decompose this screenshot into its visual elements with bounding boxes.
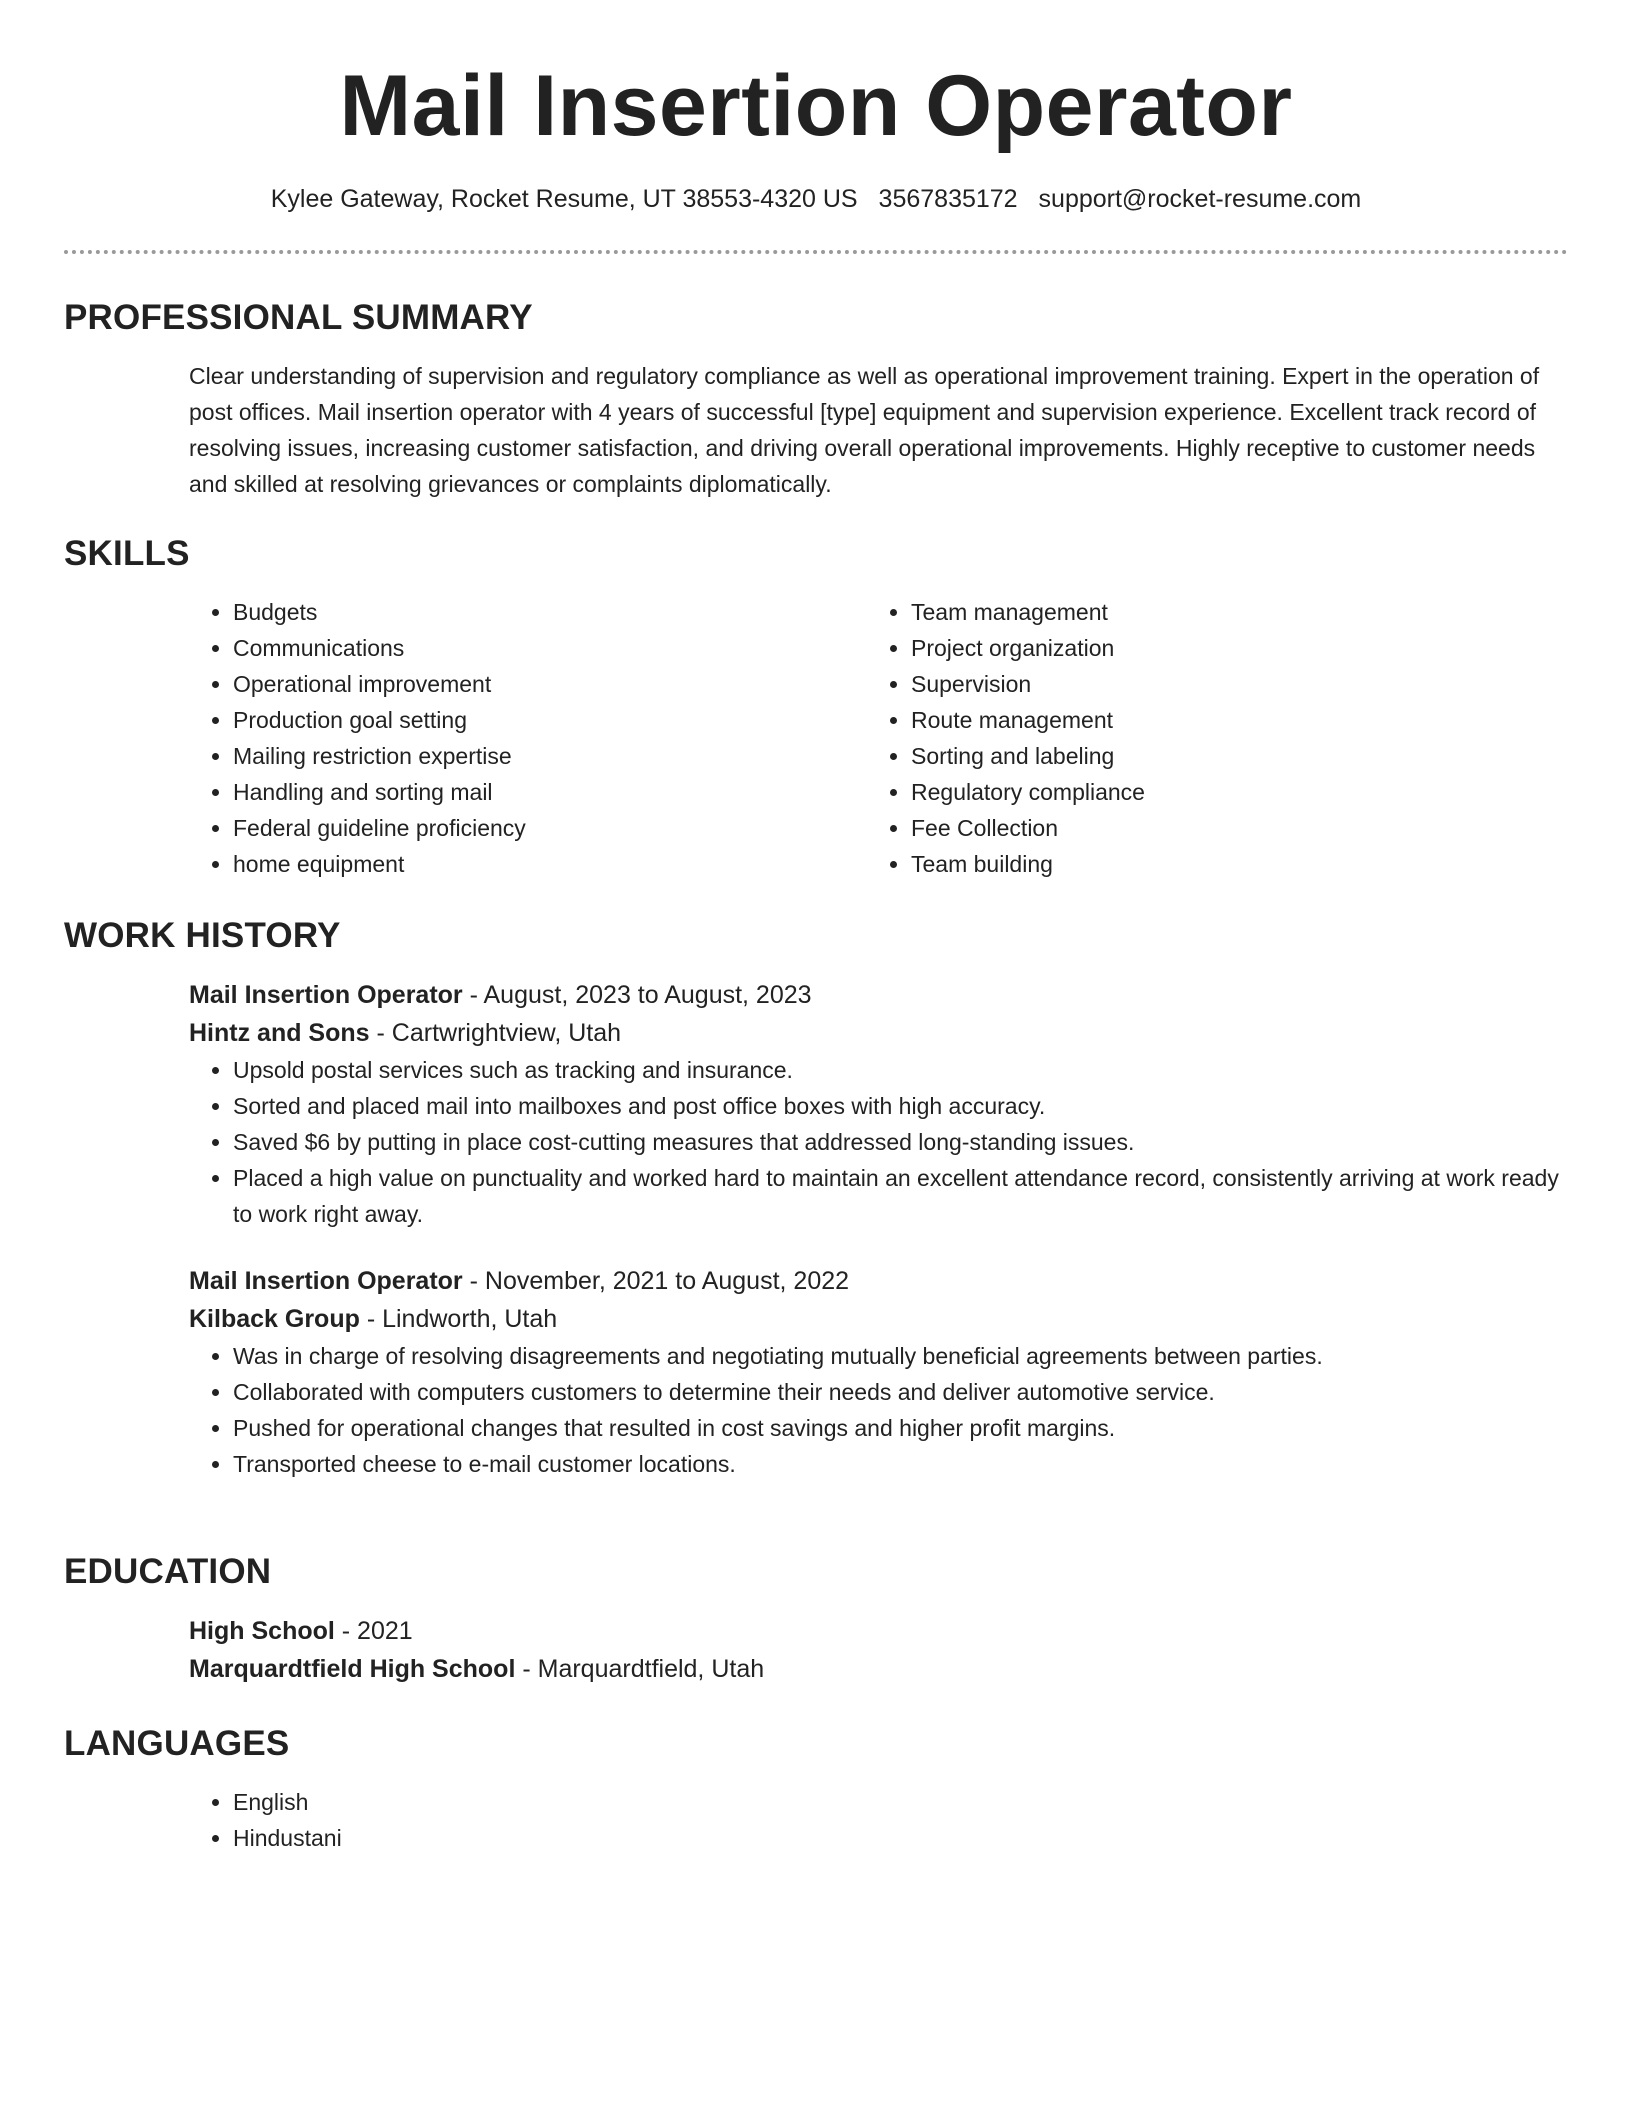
job-dates: - November, 2021 to August, 2022 — [462, 1267, 850, 1295]
skill-item: • Mailing restriction expertise — [233, 738, 867, 774]
job-location: - Lindworth, Utah — [359, 1305, 558, 1333]
skill-item: • Team building — [911, 846, 1545, 882]
job-dates: - August, 2023 to August, 2023 — [462, 981, 812, 1009]
job-title: Mail Insertion Operator — [189, 1267, 463, 1295]
job-company-line — [189, 1300, 1568, 1338]
candidate-name: Mail Insertion Operator — [339, 58, 1293, 154]
summary-section — [64, 296, 1568, 502]
job-company-line — [189, 1014, 1568, 1052]
language-item: • English — [233, 1784, 1568, 1820]
job-bullet: • Upsold postal services such as tracking and insurance. — [233, 1052, 1568, 1088]
job-company: Kilback Group — [189, 1305, 360, 1333]
skills-list-left — [189, 594, 867, 882]
skill-item: • Communications — [233, 630, 867, 666]
skill-item: • Route management — [911, 702, 1545, 738]
skill-item: • Team management — [911, 594, 1545, 630]
language-item: • Hindustani — [233, 1820, 1568, 1856]
skill-item: • Handling and sorting mail — [233, 774, 867, 810]
skill-item: • Production goal setting — [233, 702, 867, 738]
job-bullet: • Saved $6 by putting in place cost-cutting measures that addressed long-standing issues. — [233, 1124, 1568, 1160]
education-entry — [189, 1612, 1568, 1688]
job-bullet-list — [189, 1338, 1568, 1482]
education-degree: High School — [189, 1617, 335, 1645]
skills-column-left — [189, 594, 867, 882]
contact-line — [0, 182, 1632, 216]
skills-section — [64, 532, 1568, 882]
skill-item: • Supervision — [911, 666, 1545, 702]
education-title: EDUCATION — [64, 1552, 272, 1591]
skills-title: SKILLS — [64, 534, 190, 573]
job-company: Hintz and Sons — [189, 1019, 370, 1047]
job-entry — [189, 976, 1568, 1232]
education-degree-line — [189, 1612, 1568, 1650]
contact-address: Kylee Gateway, Rocket Resume, UT 38553-4320 US — [270, 185, 858, 213]
job-location: - Cartwrightview, Utah — [369, 1019, 622, 1047]
job-bullet: • Placed a high value on punctuality and worked hard to maintain an excellent attendance record, consistently arriving at work ready to work right away. — [233, 1160, 1568, 1232]
education-section — [64, 1550, 1568, 1688]
summary-body — [189, 358, 1568, 502]
skill-item: • Operational improvement — [233, 666, 867, 702]
job-bullet-list — [189, 1052, 1568, 1232]
contact-email: support@rocket-resume.com — [1038, 185, 1362, 213]
resume-header — [0, 0, 1632, 216]
skill-item: • Sorting and labeling — [911, 738, 1545, 774]
education-year: - 2021 — [334, 1617, 413, 1645]
skills-columns — [189, 594, 1568, 882]
work-history-section — [64, 914, 1568, 1482]
contact-phone: 3567835172 — [878, 185, 1018, 213]
summary-text: Clear understanding of supervision and regulatory compliance as well as operational improvement training. Expert in the operation of post offices. Mail insertion operator with 4 years of successful [type] equipment and supervision experience. Excellent track record of resolving issues, increasing customer satisfaction, and driving overall operational improvements. Highly receptive to customer needs and skilled at resolving grievances or complaints diplomatically. — [189, 363, 1540, 497]
languages-body — [189, 1784, 1568, 1856]
skill-item: • Budgets — [233, 594, 867, 630]
job-title: Mail Insertion Operator — [189, 981, 463, 1009]
job-bullet: • Sorted and placed mail into mailboxes and post office boxes with high accuracy. — [233, 1088, 1568, 1124]
education-location: - Marquardtfield, Utah — [515, 1655, 765, 1683]
skill-item: • Federal guideline proficiency — [233, 810, 867, 846]
education-school-line — [189, 1650, 1568, 1688]
job-entry — [189, 1262, 1568, 1482]
job-bullet: • Pushed for operational changes that resulted in cost savings and higher profit margins. — [233, 1410, 1568, 1446]
skills-body — [189, 594, 1568, 882]
header-divider — [64, 250, 1568, 254]
skill-item: • Fee Collection — [911, 810, 1545, 846]
skill-item: • home equipment — [233, 846, 867, 882]
skill-item: • Regulatory compliance — [911, 774, 1545, 810]
skills-list-right — [867, 594, 1545, 882]
languages-list — [189, 1784, 1568, 1856]
languages-section — [64, 1722, 1568, 1856]
job-title-line — [189, 1262, 1568, 1300]
job-bullet: • Collaborated with computers customers to determine their needs and deliver automotive service. — [233, 1374, 1568, 1410]
languages-title: LANGUAGES — [64, 1724, 290, 1763]
skills-column-right — [867, 594, 1545, 882]
education-school: Marquardtfield High School — [189, 1655, 516, 1683]
job-bullet: • Was in charge of resolving disagreements and negotiating mutually beneficial agreements between parties. — [233, 1338, 1568, 1374]
job-title-line — [189, 976, 1568, 1014]
job-bullet: • Transported cheese to e-mail customer locations. — [233, 1446, 1568, 1482]
work-history-title: WORK HISTORY — [64, 916, 341, 955]
summary-title: PROFESSIONAL SUMMARY — [64, 298, 533, 337]
skill-item: • Project organization — [911, 630, 1545, 666]
